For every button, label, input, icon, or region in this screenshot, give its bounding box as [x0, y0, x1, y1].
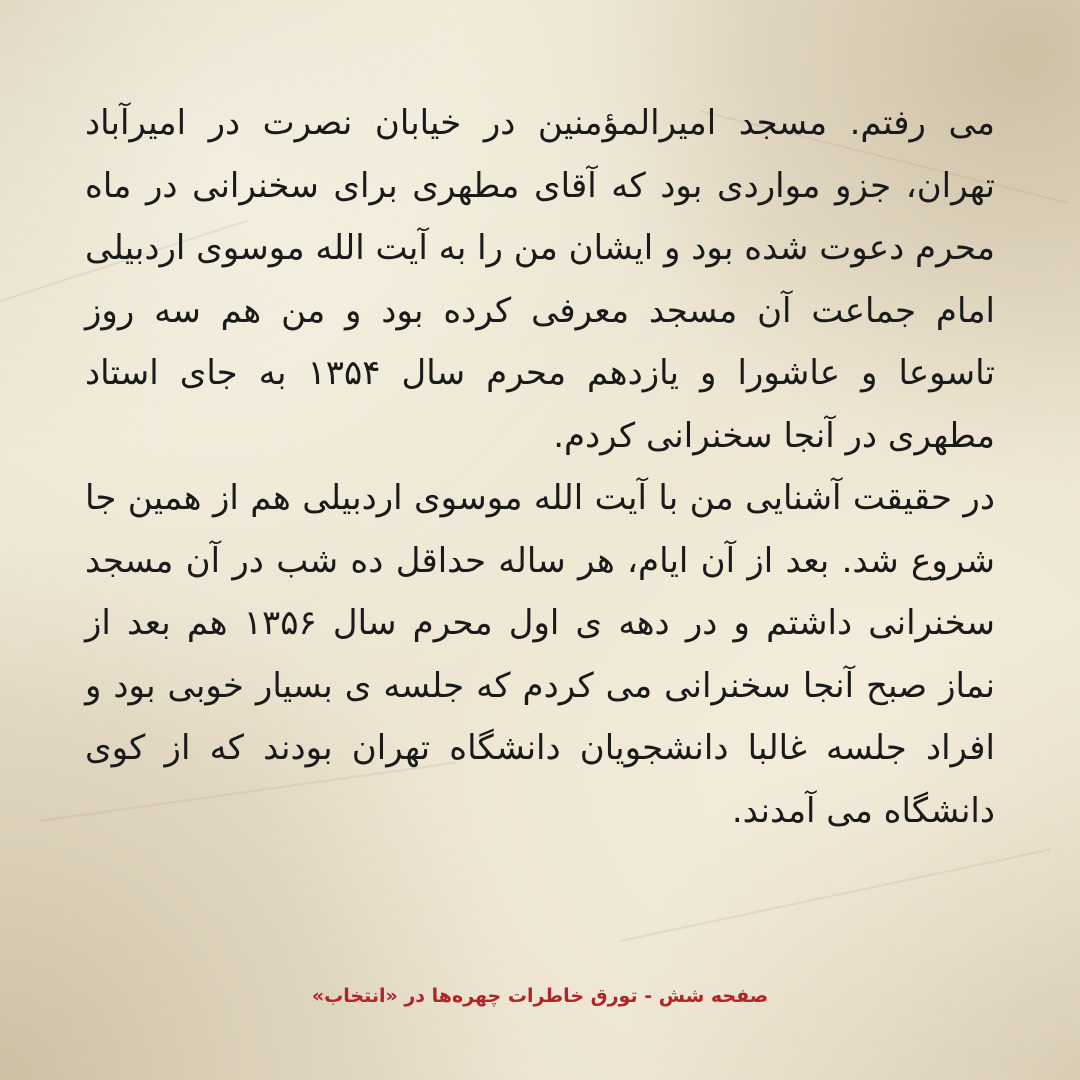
paragraph-1: می رفتم. مسجد امیرالمؤمنین در خیابان نصرت در امیرآباد تهران، جزو مواردی بود که آقای مطهری برای سخنرانی در ماه محرم دعوت شده بود و ایشان من را به آیت الله موسوی اردبیلی امام جماعت آن مسجد معرفی کرده بود و من هم سه روز تاسوعا و عاشورا و یازدهم محرم سال ۱۳۵۴ به جای استاد مطهری در آنجا سخنرانی کردم. [85, 103, 995, 456]
paragraph-2: در حقیقت آشنایی من با آیت الله موسوی اردبیلی هم از همین جا شروع شد. بعد از آن ایام، هر ساله حداقل ده شب در آن مسجد سخنرانی داشتم و در دهه ی اول محرم سال ۱۳۵۶ هم بعد از نماز صبح آنجا سخنرانی می کردم که جلسه ی بسیار خوبی بود و افراد جلسه غالبا دانشجویان دانشگاه تهران بودند که از کوی دانشگاه می آمدند. [85, 478, 995, 831]
paper-crease [620, 849, 1051, 942]
article-body [85, 92, 995, 842]
source-caption: صفحه شش - تورق خاطرات چهره‌ها در «انتخاب» [311, 985, 769, 1007]
